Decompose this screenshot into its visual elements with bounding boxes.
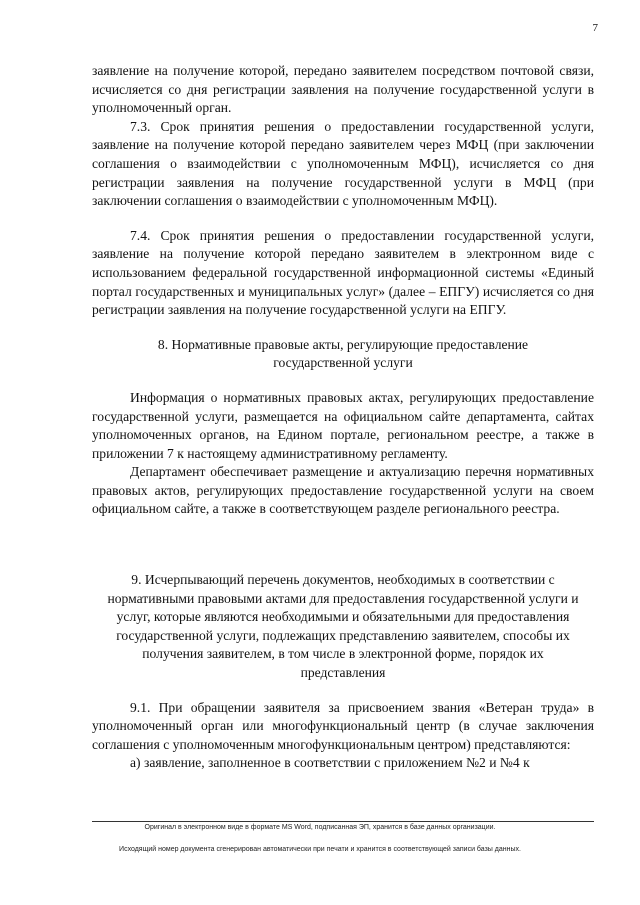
paragraph-9-1-a: а) заявление, заполненное в соответствии с приложением №2 и №4 к <box>130 755 530 771</box>
paragraph-8-info: Информация о нормативных правовых актах, регулирующих предоставление государственной услуги, размещается на официальном сайте департамента, сайтах уполномоченных органов, на Едином портале, региональном реестре, а также в приложении 7 к настоящему административному регламенту. <box>92 389 594 461</box>
paragraph-7-3: 7.3. Срок принятия решения о предоставлении государственной услуги, заявление на получение которой передано заявителем через МФЦ (при заключении соглашения о взаимодействии с уполномоченным МФЦ), исчисляется со дня регистрации заявления на получение государственной услуги в МФЦ (при заключении соглашения о взаимодействии с уполномоченным МФЦ). <box>92 118 594 209</box>
footer-divider <box>92 821 594 822</box>
paragraph-continuation: заявление на получение которой, передано заявителем посредством почтовой связи, исчисляется со дня регистрации заявления на получение государственной услуги в уполномоченный орган. <box>92 63 594 116</box>
document-body <box>92 62 594 773</box>
paragraph-7-4: 7.4. Срок принятия решения о предоставлении государственной услуги, заявление на получение которой передано заявителем в электронном виде с использованием федеральной государственной информационной системы «Единый портал государственных и муниципальных услуг» (далее – ЕПГУ) исчисляется со дня регистрации заявления на получение государственной услуги на ЕПГУ. <box>92 227 594 318</box>
paragraph-9-1: 9.1. При обращении заявителя за присвоением звания «Ветеран труда» в уполномоченный орган или многофункциональный центр (в случае заключения соглашения с уполномоченным многофункциональным центром) представляются: <box>92 699 594 752</box>
page-number: 7 <box>592 22 598 34</box>
footer-original-note: Оригинал в электронном виде в формате MS Word, подписанная ЭП, хранится в базе данных организации. <box>144 824 496 831</box>
section-heading-9: 9. Исчерпывающий перечень документов, необходимых в соответствии с нормативными правовыми актами для предоставления государственной услуги и услуг, которые являются необходимыми и обязательными для предоставления государственной услуги, подлежащих представлению заявителем, способы их получения заявителем, в том числе в электронной форме, порядок их представления <box>107 572 579 681</box>
section-heading-8: 8. Нормативные правовые акты, регулирующие предоставление государственной услуги <box>157 336 529 371</box>
paragraph-8-department: Департамент обеспечивает размещение и актуализацию перечня нормативных правовых актов, регулирующих предоставление государственной услуги на своем официальном сайте, а также в соответствующем разделе регионального реестра. <box>92 464 594 517</box>
footer-outgoing-number-note: Исходящий номер документа сгенерирован автоматически при печати и хранится в соответствующей записи базы данных. <box>119 846 521 853</box>
